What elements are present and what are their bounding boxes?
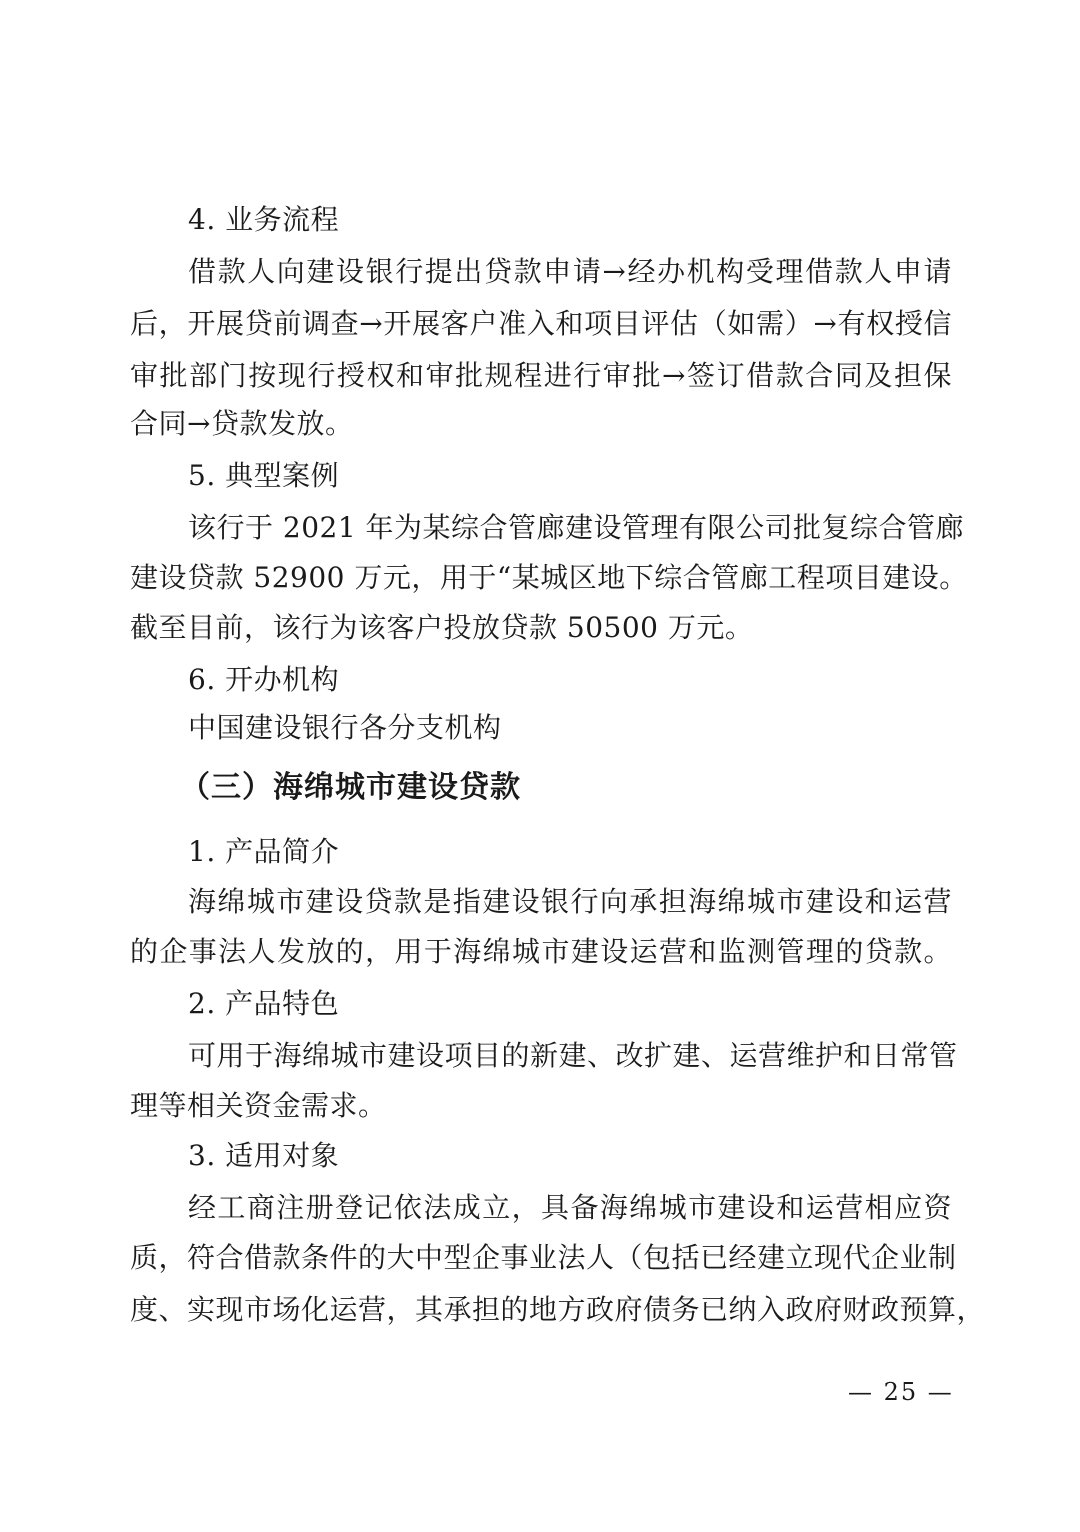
page-number: — 25 — xyxy=(848,1378,954,1406)
paragraph-line: 审批部门按现行授权和审批规程进行审批→签订借款合同及担保 xyxy=(130,359,952,392)
paragraph-line: 理等相关资金需求。 xyxy=(130,1089,387,1122)
paragraph-line: 合同→贷款发放。 xyxy=(130,407,354,440)
paragraph-line: 度、实现市场化运营，其承担的地方政府债务已纳入政府财政预算， xyxy=(130,1293,986,1326)
paragraph-line: 中国建设银行各分支机构 xyxy=(188,711,502,744)
paragraph-line: 该行于 2021 年为某综合管廊建设管理有限公司批复综合管廊 xyxy=(188,511,965,544)
paragraph-line: 后，开展贷前调查→开展客户准入和项目评估（如需）→有权授信 xyxy=(130,307,952,340)
paragraph-line: 截至目前，该行为该客户投放贷款 50500 万元。 xyxy=(130,611,754,644)
paragraph-line: 海绵城市建设贷款是指建设银行向承担海绵城市建设和运营 xyxy=(188,885,952,918)
paragraph-line: 建设贷款 52900 万元，用于“某城区地下综合管廊工程项目建设。 xyxy=(130,561,968,594)
paragraph-line: 经工商注册登记依法成立，具备海绵城市建设和运营相应资 xyxy=(188,1191,952,1224)
section-heading-process: 4. 业务流程 xyxy=(188,203,340,236)
section-heading-features: 2. 产品特色 xyxy=(188,987,340,1020)
paragraph-line: 可用于海绵城市建设项目的新建、改扩建、运营维护和日常管 xyxy=(188,1039,958,1072)
part-title: （三）海绵城市建设贷款 xyxy=(180,770,521,805)
paragraph-line: 质，符合借款条件的大中型企事业法人（包括已经建立现代企业制 xyxy=(130,1241,957,1274)
paragraph-line: 的企事法人发放的，用于海绵城市建设运营和监测管理的贷款。 xyxy=(130,935,952,968)
section-heading-intro: 1. 产品简介 xyxy=(188,835,340,868)
section-heading-case: 5. 典型案例 xyxy=(188,459,340,492)
section-heading-targets: 3. 适用对象 xyxy=(188,1139,340,1172)
paragraph-line: 借款人向建设银行提出贷款申请→经办机构受理借款人申请 xyxy=(188,255,952,288)
section-heading-institution: 6. 开办机构 xyxy=(188,663,340,696)
